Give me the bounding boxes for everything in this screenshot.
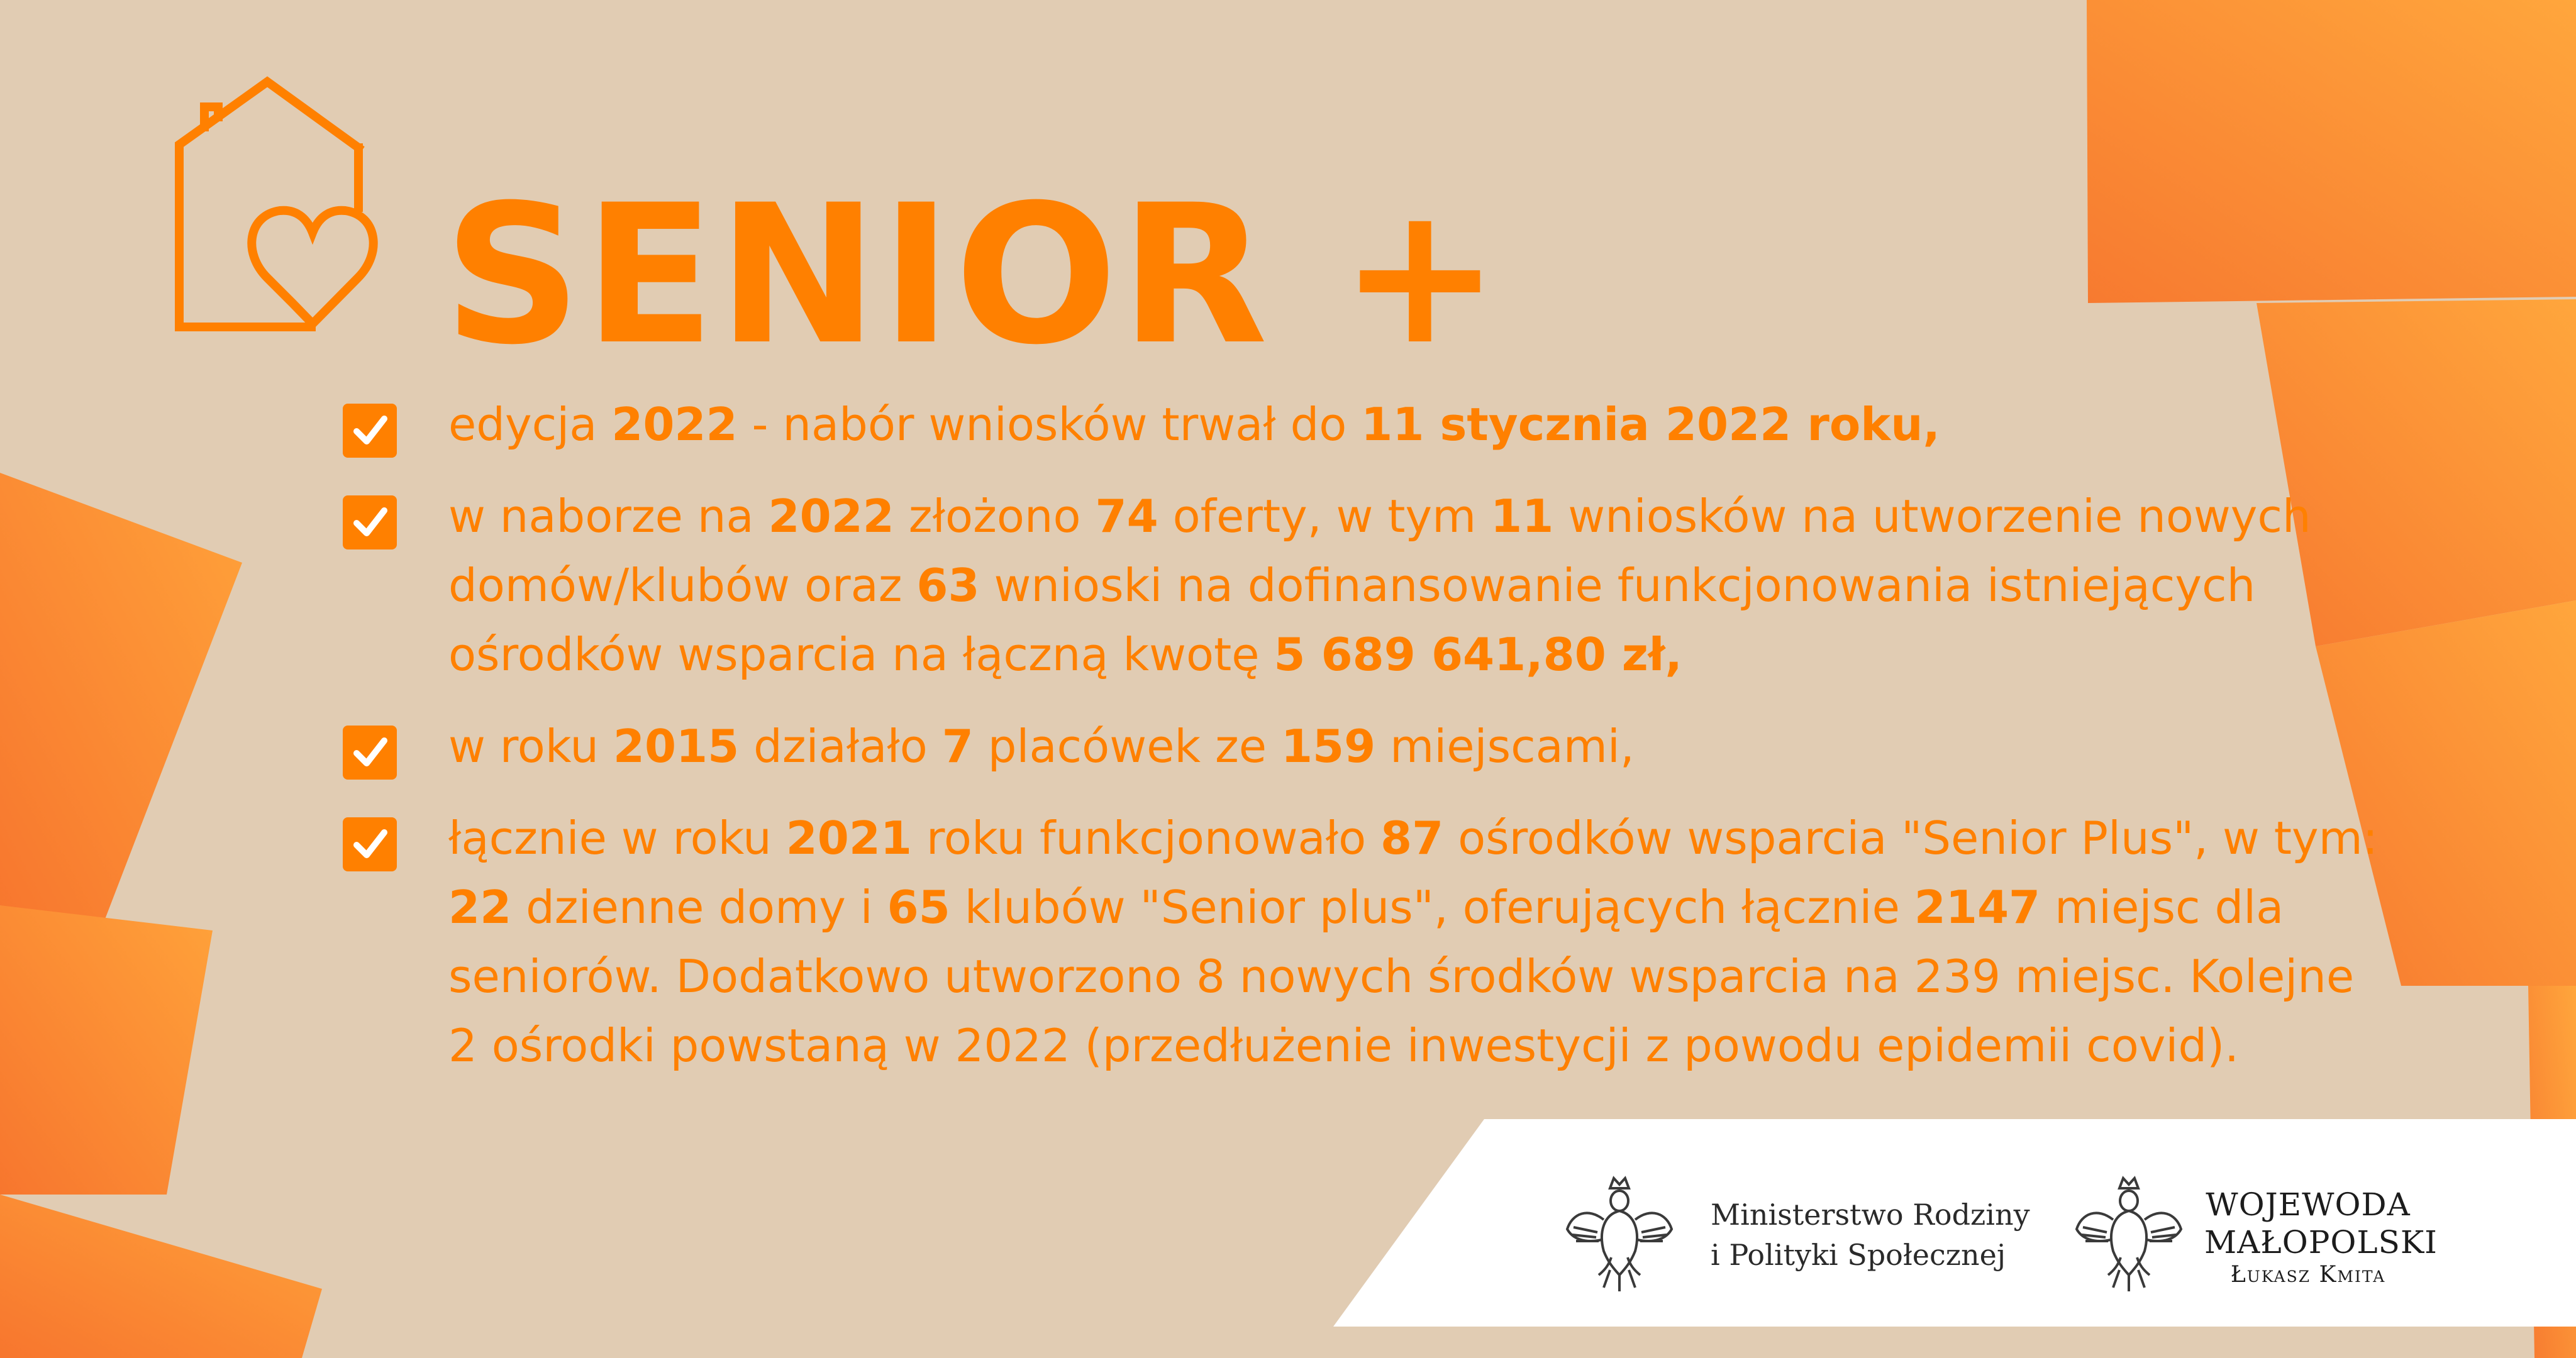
bullet-text [448,803,2393,1080]
text-segment-bold: 74 [1095,490,1158,543]
shape-left-bottom [0,1195,322,1358]
bullet-item-2021 [343,803,2393,1080]
text-segment: złożono [894,490,1096,543]
shape-left-top [0,473,242,930]
text-segment: wnioski na dofinansowanie funkcjonowania istniejących ośrodków wsparcia na łączną kwotę [448,559,2256,681]
ministry-name-line1: Ministerstwo Rodziny [1711,1198,2030,1232]
text-segment-bold: 2022 [611,398,738,451]
shape-right-top [2087,0,2576,303]
checkbox-checked-icon [343,726,397,780]
checkbox-checked-icon [343,404,397,458]
text-segment-bold: 159 [1280,720,1376,773]
text-segment: miejscami, [1375,720,1635,773]
checkbox-checked-icon [343,817,397,871]
text-segment-bold: 7 [941,720,974,773]
text-segment-bold: 87 [1380,812,1444,864]
text-segment-bold: 11 stycznia 2022 roku, [1361,398,1940,451]
text-segment: miejsc dla seniorów. Dodatkowo utworzono 8 nowych środków wsparcia na 239 miejsc. Kolejne 2 ośrodki powstaną w 2022 (przedłużenie inwestycji z powodu epidemii covid). [448,881,2355,1072]
house-with-heart-icon [173,75,431,340]
checkbox-checked-icon [343,495,397,549]
bullet-text [448,712,2393,781]
info-bullet-list [343,390,2393,1103]
text-segment: łącznie w roku [448,812,786,864]
text-segment: klubów "Senior plus", oferujących łącznie [950,881,1914,934]
text-segment-bold: 2021 [786,812,913,864]
text-segment: wniosków na utworzenie nowych domów/klubów oraz [448,490,2311,612]
text-segment: roku funkcjonowało [912,812,1381,864]
bullet-item-2015 [343,712,2393,781]
voivode-title-line2: MAŁOPOLSKI [2204,1224,2438,1261]
text-segment: ośrodków wsparcia "Senior Plus", w tym: [1443,812,2378,864]
text-segment: dzienne domy i [511,881,887,934]
voivode-person-name: Łukasz Kmita [2230,1262,2386,1288]
text-segment: edycja [448,398,612,451]
text-segment: - nabór wniosków trwał do [737,398,1362,451]
text-segment-bold: 22 [448,881,512,934]
text-segment-bold: 5 689 641,80 zł, [1274,628,1682,681]
text-segment: w roku [448,720,613,773]
text-segment-bold: 63 [916,559,980,612]
text-segment: oferty, w tym [1158,490,1491,543]
bullet-item-edition [343,390,2393,459]
text-segment-bold: 2015 [613,720,740,773]
bullet-text [448,482,2393,689]
ministry-name [1711,1195,2030,1275]
text-segment: placówek ze [973,720,1281,773]
logo-title: SENIOR + [443,163,1503,387]
polish-eagle-emblem-icon [2069,1169,2189,1295]
shape-left-middle [0,905,213,1195]
text-segment-bold: 2022 [768,490,894,543]
text-segment-bold: 2147 [1914,881,2041,934]
voivode-title [2204,1186,2438,1261]
ministry-name-line2: i Polityki Społecznej [1711,1238,2006,1272]
bullet-text [448,390,2393,459]
voivode-title-line1: WOJEWODA [2206,1186,2411,1223]
text-segment: działało [739,720,942,773]
bullet-item-applications [343,482,2393,689]
text-segment-bold: 65 [887,881,950,934]
polish-eagle-emblem-icon [1560,1169,1679,1295]
text-segment-bold: 11 [1491,490,1554,543]
text-segment: w naborze na [448,490,769,543]
